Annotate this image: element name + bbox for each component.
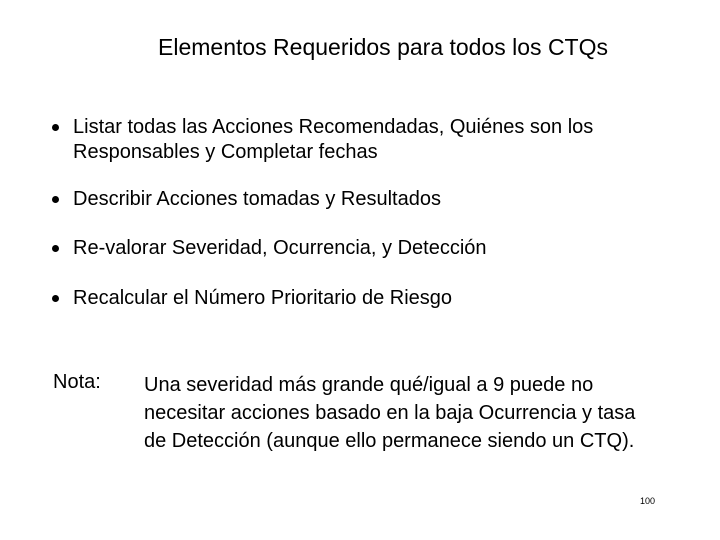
note-label: Nota:: [53, 371, 101, 393]
slide-title: Elementos Requeridos para todos los CTQs: [158, 34, 608, 60]
bullet-dot-icon: [52, 124, 59, 131]
bullet-text: Listar todas las Acciones Recomendadas, Quiénes son los Responsables y Completar fechas: [73, 116, 594, 163]
bullet-text: Recalcular el Número Prioritario de Riesgo: [73, 287, 453, 309]
bullet-text: Re-valorar Severidad, Ocurrencia, y Detección: [73, 237, 487, 259]
bullet-dot-icon: [52, 245, 59, 252]
page-number: 100: [640, 496, 656, 506]
bullet-text: Describir Acciones tomadas y Resultados: [73, 188, 441, 210]
note-text: Una severidad más grande qué/igual a 9 puede no necesitar acciones basado en la baja Ocurrencia y tasa de Detección (aunque ello permanece siendo un CTQ).: [144, 374, 636, 452]
bullet-dot-icon: [52, 295, 59, 302]
bullet-dot-icon: [52, 196, 59, 203]
